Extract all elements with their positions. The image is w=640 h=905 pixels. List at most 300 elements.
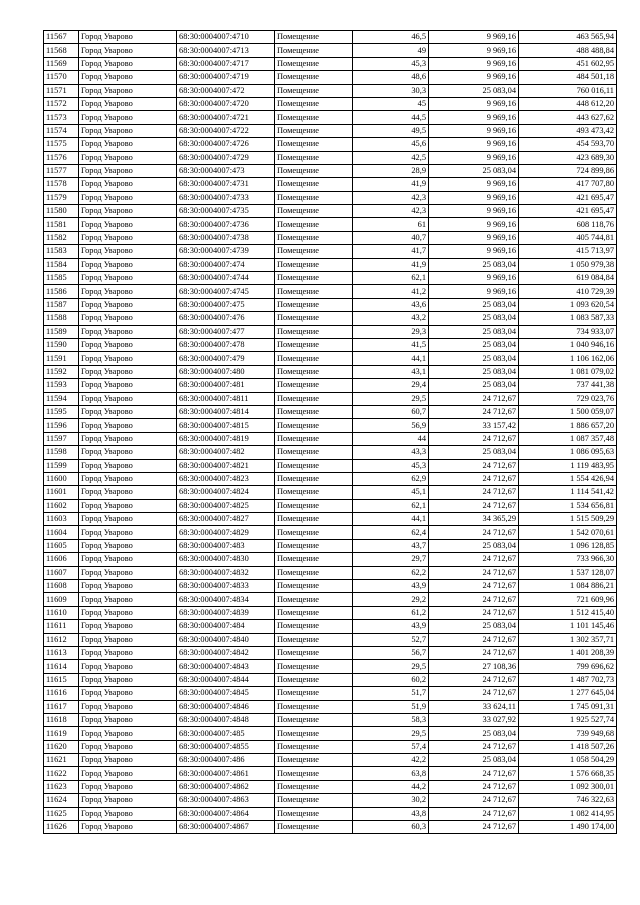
- cadastral-number-cell: 68:30:0004007:4736: [177, 218, 275, 231]
- cadastral-value-cell: 1 886 657,20: [519, 419, 617, 432]
- object-type-cell: Помещение: [275, 138, 353, 151]
- row-number-cell: 11576: [44, 151, 79, 164]
- cadastral-value-cell: 1 050 979,38: [519, 258, 617, 271]
- cadastral-value-cell: 739 949,68: [519, 727, 617, 740]
- row-number-cell: 11619: [44, 727, 79, 740]
- row-number-cell: 11622: [44, 767, 79, 780]
- row-number-cell: 11609: [44, 593, 79, 606]
- table-row: [44, 365, 617, 378]
- municipality-cell: Город Уварово: [79, 205, 177, 218]
- table-row: [44, 499, 617, 512]
- municipality-cell: Город Уварово: [79, 660, 177, 673]
- row-number-cell: 11596: [44, 419, 79, 432]
- unit-value-cell: 24 712,67: [429, 633, 519, 646]
- municipality-cell: Город Уварово: [79, 700, 177, 713]
- row-number-cell: 11606: [44, 553, 79, 566]
- table-row: [44, 392, 617, 405]
- area-cell: 63,8: [353, 767, 429, 780]
- row-number-cell: 11605: [44, 539, 79, 552]
- cadastral-number-cell: 68:30:0004007:4843: [177, 660, 275, 673]
- cadastral-number-cell: 68:30:0004007:4844: [177, 673, 275, 686]
- cadastral-number-cell: 68:30:0004007:4814: [177, 405, 275, 418]
- municipality-cell: Город Уварово: [79, 272, 177, 285]
- municipality-cell: Город Уварово: [79, 687, 177, 700]
- unit-value-cell: 24 712,67: [429, 767, 519, 780]
- row-number-cell: 11571: [44, 84, 79, 97]
- cadastral-value-cell: 1 576 668,35: [519, 767, 617, 780]
- unit-value-cell: 24 712,67: [429, 566, 519, 579]
- object-type-cell: Помещение: [275, 338, 353, 351]
- table-row: [44, 566, 617, 579]
- cadastral-value-cell: 721 609,96: [519, 593, 617, 606]
- cadastral-value-cell: 1 418 507,26: [519, 740, 617, 753]
- table-row: [44, 178, 617, 191]
- municipality-cell: Город Уварово: [79, 620, 177, 633]
- object-type-cell: Помещение: [275, 298, 353, 311]
- object-type-cell: Помещение: [275, 325, 353, 338]
- cadastral-value-cell: 1 554 426,94: [519, 472, 617, 485]
- table-row: [44, 258, 617, 271]
- unit-value-cell: 25 083,04: [429, 298, 519, 311]
- cadastral-value-cell: 488 488,84: [519, 44, 617, 57]
- area-cell: 45,3: [353, 57, 429, 70]
- area-cell: 43,1: [353, 365, 429, 378]
- unit-value-cell: 9 969,16: [429, 205, 519, 218]
- cadastral-value-cell: 484 501,18: [519, 71, 617, 84]
- table-row: [44, 620, 617, 633]
- unit-value-cell: 34 365,29: [429, 513, 519, 526]
- table-row: [44, 71, 617, 84]
- table-row: [44, 687, 617, 700]
- cadastral-value-cell: 1 106 162,06: [519, 352, 617, 365]
- row-number-cell: 11623: [44, 780, 79, 793]
- cadastral-number-cell: 68:30:0004007:4824: [177, 486, 275, 499]
- cadastral-number-cell: 68:30:0004007:479: [177, 352, 275, 365]
- object-type-cell: Помещение: [275, 352, 353, 365]
- municipality-cell: Город Уварово: [79, 312, 177, 325]
- area-cell: 29,5: [353, 727, 429, 740]
- cadastral-number-cell: 68:30:0004007:4845: [177, 687, 275, 700]
- object-type-cell: Помещение: [275, 178, 353, 191]
- unit-value-cell: 25 083,04: [429, 325, 519, 338]
- row-number-cell: 11626: [44, 821, 79, 834]
- cadastral-number-cell: 68:30:0004007:4827: [177, 513, 275, 526]
- municipality-cell: Город Уварово: [79, 740, 177, 753]
- area-cell: 41,9: [353, 178, 429, 191]
- object-type-cell: Помещение: [275, 606, 353, 619]
- unit-value-cell: 9 969,16: [429, 138, 519, 151]
- unit-value-cell: 25 083,04: [429, 754, 519, 767]
- cadastral-value-cell: 1 401 208,39: [519, 646, 617, 659]
- cadastral-number-cell: 68:30:0004007:482: [177, 446, 275, 459]
- area-cell: 52,7: [353, 633, 429, 646]
- table-row: [44, 593, 617, 606]
- object-type-cell: Помещение: [275, 580, 353, 593]
- municipality-cell: Город Уварово: [79, 44, 177, 57]
- row-number-cell: 11621: [44, 754, 79, 767]
- cadastral-number-cell: 68:30:0004007:4842: [177, 646, 275, 659]
- cadastral-value-cell: 1 515 509,29: [519, 513, 617, 526]
- cadastral-number-cell: 68:30:0004007:473: [177, 164, 275, 177]
- area-cell: 29,7: [353, 553, 429, 566]
- cadastral-number-cell: 68:30:0004007:4863: [177, 794, 275, 807]
- row-number-cell: 11625: [44, 807, 79, 820]
- area-cell: 29,3: [353, 325, 429, 338]
- unit-value-cell: 9 969,16: [429, 31, 519, 44]
- municipality-cell: Город Уварово: [79, 486, 177, 499]
- unit-value-cell: 25 083,04: [429, 727, 519, 740]
- municipality-cell: Город Уварово: [79, 231, 177, 244]
- table-row: [44, 31, 617, 44]
- table-row: [44, 459, 617, 472]
- table-body: [44, 31, 617, 834]
- area-cell: 41,9: [353, 258, 429, 271]
- area-cell: 44,1: [353, 352, 429, 365]
- unit-value-cell: 9 969,16: [429, 272, 519, 285]
- cadastral-number-cell: 68:30:0004007:4848: [177, 713, 275, 726]
- municipality-cell: Город Уварово: [79, 646, 177, 659]
- unit-value-cell: 25 083,04: [429, 365, 519, 378]
- object-type-cell: Помещение: [275, 821, 353, 834]
- cadastral-number-cell: 68:30:0004007:485: [177, 727, 275, 740]
- row-number-cell: 11618: [44, 713, 79, 726]
- municipality-cell: Город Уварово: [79, 472, 177, 485]
- area-cell: 43,8: [353, 807, 429, 820]
- cadastral-number-cell: 68:30:0004007:4744: [177, 272, 275, 285]
- row-number-cell: 11568: [44, 44, 79, 57]
- area-cell: 43,7: [353, 539, 429, 552]
- municipality-cell: Город Уварово: [79, 566, 177, 579]
- cadastral-value-cell: 405 744,81: [519, 231, 617, 244]
- table-row: [44, 245, 617, 258]
- object-type-cell: Помещение: [275, 57, 353, 70]
- object-type-cell: Помещение: [275, 419, 353, 432]
- cadastral-value-cell: 493 473,42: [519, 124, 617, 137]
- cadastral-value-cell: 448 612,20: [519, 97, 617, 110]
- object-type-cell: Помещение: [275, 218, 353, 231]
- object-type-cell: Помещение: [275, 807, 353, 820]
- municipality-cell: Город Уварово: [79, 84, 177, 97]
- row-number-cell: 11603: [44, 513, 79, 526]
- row-number-cell: 11587: [44, 298, 79, 311]
- unit-value-cell: 9 969,16: [429, 245, 519, 258]
- cadastral-number-cell: 68:30:0004007:4721: [177, 111, 275, 124]
- row-number-cell: 11590: [44, 338, 79, 351]
- table-row: [44, 513, 617, 526]
- row-number-cell: 11617: [44, 700, 79, 713]
- row-number-cell: 11612: [44, 633, 79, 646]
- row-number-cell: 11595: [44, 405, 79, 418]
- unit-value-cell: 24 712,67: [429, 405, 519, 418]
- cadastral-value-cell: 1 092 300,01: [519, 780, 617, 793]
- cadastral-value-cell: 1 500 059,07: [519, 405, 617, 418]
- row-number-cell: 11608: [44, 580, 79, 593]
- row-number-cell: 11570: [44, 71, 79, 84]
- unit-value-cell: 24 712,67: [429, 526, 519, 539]
- unit-value-cell: 9 969,16: [429, 111, 519, 124]
- cadastral-value-cell: 1 058 504,29: [519, 754, 617, 767]
- cadastral-value-cell: 619 084,84: [519, 272, 617, 285]
- municipality-cell: Город Уварово: [79, 713, 177, 726]
- object-type-cell: Помещение: [275, 687, 353, 700]
- cadastral-value-cell: 1 093 620,54: [519, 298, 617, 311]
- cadastral-number-cell: 68:30:0004007:475: [177, 298, 275, 311]
- row-number-cell: 11588: [44, 312, 79, 325]
- municipality-cell: Город Уварово: [79, 97, 177, 110]
- unit-value-cell: 9 969,16: [429, 178, 519, 191]
- area-cell: 57,4: [353, 740, 429, 753]
- area-cell: 42,3: [353, 205, 429, 218]
- unit-value-cell: 24 712,67: [429, 740, 519, 753]
- unit-value-cell: 9 969,16: [429, 97, 519, 110]
- area-cell: 62,9: [353, 472, 429, 485]
- object-type-cell: Помещение: [275, 486, 353, 499]
- municipality-cell: Город Уварово: [79, 178, 177, 191]
- row-number-cell: 11615: [44, 673, 79, 686]
- object-type-cell: Помещение: [275, 392, 353, 405]
- cadastral-value-cell: 417 707,80: [519, 178, 617, 191]
- object-type-cell: Помещение: [275, 472, 353, 485]
- cadastral-number-cell: 68:30:0004007:4861: [177, 767, 275, 780]
- unit-value-cell: 9 969,16: [429, 124, 519, 137]
- cadastral-value-cell: 1 512 415,40: [519, 606, 617, 619]
- unit-value-cell: 24 712,67: [429, 794, 519, 807]
- row-number-cell: 11614: [44, 660, 79, 673]
- municipality-cell: Город Уварово: [79, 338, 177, 351]
- table-row: [44, 807, 617, 820]
- row-number-cell: 11602: [44, 499, 79, 512]
- municipality-cell: Город Уварово: [79, 57, 177, 70]
- area-cell: 29,5: [353, 392, 429, 405]
- cadastral-number-cell: 68:30:0004007:4717: [177, 57, 275, 70]
- unit-value-cell: 24 712,67: [429, 673, 519, 686]
- object-type-cell: Помещение: [275, 673, 353, 686]
- municipality-cell: Город Уварово: [79, 780, 177, 793]
- cadastral-number-cell: 68:30:0004007:4710: [177, 31, 275, 44]
- area-cell: 42,5: [353, 151, 429, 164]
- cadastral-number-cell: 68:30:0004007:4829: [177, 526, 275, 539]
- municipality-cell: Город Уварово: [79, 633, 177, 646]
- row-number-cell: 11583: [44, 245, 79, 258]
- table-row: [44, 646, 617, 659]
- municipality-cell: Город Уварово: [79, 285, 177, 298]
- row-number-cell: 11580: [44, 205, 79, 218]
- object-type-cell: Помещение: [275, 794, 353, 807]
- object-type-cell: Помещение: [275, 432, 353, 445]
- unit-value-cell: 25 083,04: [429, 620, 519, 633]
- unit-value-cell: 24 712,67: [429, 687, 519, 700]
- object-type-cell: Помещение: [275, 566, 353, 579]
- table-row: [44, 151, 617, 164]
- row-number-cell: 11592: [44, 365, 79, 378]
- table-row: [44, 700, 617, 713]
- row-number-cell: 11577: [44, 164, 79, 177]
- unit-value-cell: 24 712,67: [429, 392, 519, 405]
- table-row: [44, 754, 617, 767]
- area-cell: 62,2: [353, 566, 429, 579]
- cadastral-value-cell: 423 689,30: [519, 151, 617, 164]
- cadastral-number-cell: 68:30:0004007:4739: [177, 245, 275, 258]
- unit-value-cell: 24 712,67: [429, 593, 519, 606]
- unit-value-cell: 9 969,16: [429, 44, 519, 57]
- municipality-cell: Город Уварово: [79, 325, 177, 338]
- unit-value-cell: 24 712,67: [429, 821, 519, 834]
- cadastral-number-cell: 68:30:0004007:474: [177, 258, 275, 271]
- area-cell: 29,5: [353, 660, 429, 673]
- area-cell: 49: [353, 44, 429, 57]
- cadastral-value-cell: 1 490 174,00: [519, 821, 617, 834]
- unit-value-cell: 24 712,67: [429, 459, 519, 472]
- cadastral-number-cell: 68:30:0004007:4733: [177, 191, 275, 204]
- cadastral-number-cell: 68:30:0004007:4722: [177, 124, 275, 137]
- object-type-cell: Помещение: [275, 84, 353, 97]
- row-number-cell: 11601: [44, 486, 79, 499]
- table-row: [44, 191, 617, 204]
- row-number-cell: 11593: [44, 379, 79, 392]
- area-cell: 44,2: [353, 780, 429, 793]
- row-number-cell: 11585: [44, 272, 79, 285]
- cadastral-number-cell: 68:30:0004007:4811: [177, 392, 275, 405]
- data-table: [43, 30, 617, 834]
- row-number-cell: 11607: [44, 566, 79, 579]
- municipality-cell: Город Уварово: [79, 526, 177, 539]
- municipality-cell: Город Уварово: [79, 673, 177, 686]
- unit-value-cell: 25 083,04: [429, 338, 519, 351]
- unit-value-cell: 27 108,36: [429, 660, 519, 673]
- cadastral-number-cell: 68:30:0004007:4823: [177, 472, 275, 485]
- row-number-cell: 11584: [44, 258, 79, 271]
- cadastral-number-cell: 68:30:0004007:472: [177, 84, 275, 97]
- object-type-cell: Помещение: [275, 258, 353, 271]
- area-cell: 41,2: [353, 285, 429, 298]
- unit-value-cell: 24 712,67: [429, 780, 519, 793]
- cadastral-number-cell: 68:30:0004007:4832: [177, 566, 275, 579]
- table-row: [44, 285, 617, 298]
- cadastral-number-cell: 68:30:0004007:4720: [177, 97, 275, 110]
- municipality-cell: Город Уварово: [79, 446, 177, 459]
- municipality-cell: Город Уварово: [79, 513, 177, 526]
- object-type-cell: Помещение: [275, 205, 353, 218]
- unit-value-cell: 25 083,04: [429, 446, 519, 459]
- cadastral-number-cell: 68:30:0004007:478: [177, 338, 275, 351]
- cadastral-number-cell: 68:30:0004007:4735: [177, 205, 275, 218]
- object-type-cell: Помещение: [275, 272, 353, 285]
- area-cell: 43,2: [353, 312, 429, 325]
- cadastral-number-cell: 68:30:0004007:480: [177, 365, 275, 378]
- object-type-cell: Помещение: [275, 365, 353, 378]
- unit-value-cell: 25 083,04: [429, 379, 519, 392]
- cadastral-value-cell: 1 083 587,33: [519, 312, 617, 325]
- object-type-cell: Помещение: [275, 713, 353, 726]
- row-number-cell: 11567: [44, 31, 79, 44]
- object-type-cell: Помещение: [275, 700, 353, 713]
- table-row: [44, 539, 617, 552]
- cadastral-number-cell: 68:30:0004007:4726: [177, 138, 275, 151]
- cadastral-number-cell: 68:30:0004007:4821: [177, 459, 275, 472]
- row-number-cell: 11613: [44, 646, 79, 659]
- municipality-cell: Город Уварово: [79, 218, 177, 231]
- area-cell: 49,5: [353, 124, 429, 137]
- object-type-cell: Помещение: [275, 754, 353, 767]
- table-row: [44, 124, 617, 137]
- unit-value-cell: 24 712,67: [429, 432, 519, 445]
- row-number-cell: 11599: [44, 459, 79, 472]
- cadastral-value-cell: 733 966,30: [519, 553, 617, 566]
- object-type-cell: Помещение: [275, 526, 353, 539]
- cadastral-value-cell: 724 899,86: [519, 164, 617, 177]
- municipality-cell: Город Уварово: [79, 365, 177, 378]
- table-row: [44, 84, 617, 97]
- area-cell: 51,7: [353, 687, 429, 700]
- cadastral-value-cell: 1 087 357,48: [519, 432, 617, 445]
- cadastral-value-cell: 760 016,11: [519, 84, 617, 97]
- row-number-cell: 11578: [44, 178, 79, 191]
- cadastral-number-cell: 68:30:0004007:4729: [177, 151, 275, 164]
- cadastral-value-cell: 1 086 095,63: [519, 446, 617, 459]
- row-number-cell: 11610: [44, 606, 79, 619]
- cadastral-number-cell: 68:30:0004007:4862: [177, 780, 275, 793]
- table-row: [44, 231, 617, 244]
- cadastral-number-cell: 68:30:0004007:4855: [177, 740, 275, 753]
- object-type-cell: Помещение: [275, 31, 353, 44]
- object-type-cell: Помещение: [275, 646, 353, 659]
- municipality-cell: Город Уварово: [79, 499, 177, 512]
- row-number-cell: 11600: [44, 472, 79, 485]
- unit-value-cell: 24 712,67: [429, 472, 519, 485]
- cadastral-number-cell: 68:30:0004007:4819: [177, 432, 275, 445]
- cadastral-value-cell: 1 925 527,74: [519, 713, 617, 726]
- unit-value-cell: 24 712,67: [429, 606, 519, 619]
- unit-value-cell: 33 157,42: [429, 419, 519, 432]
- area-cell: 41,7: [353, 245, 429, 258]
- municipality-cell: Город Уварово: [79, 807, 177, 820]
- row-number-cell: 11598: [44, 446, 79, 459]
- row-number-cell: 11569: [44, 57, 79, 70]
- area-cell: 43,9: [353, 580, 429, 593]
- object-type-cell: Помещение: [275, 405, 353, 418]
- row-number-cell: 11573: [44, 111, 79, 124]
- row-number-cell: 11620: [44, 740, 79, 753]
- object-type-cell: Помещение: [275, 285, 353, 298]
- unit-value-cell: 9 969,16: [429, 285, 519, 298]
- unit-value-cell: 24 712,67: [429, 499, 519, 512]
- area-cell: 51,9: [353, 700, 429, 713]
- unit-value-cell: 24 712,67: [429, 646, 519, 659]
- object-type-cell: Помещение: [275, 446, 353, 459]
- cadastral-number-cell: 68:30:0004007:4719: [177, 71, 275, 84]
- table-row: [44, 526, 617, 539]
- cadastral-value-cell: 1 114 541,42: [519, 486, 617, 499]
- cadastral-value-cell: 1 302 357,71: [519, 633, 617, 646]
- table-row: [44, 727, 617, 740]
- cadastral-value-cell: 746 322,63: [519, 794, 617, 807]
- area-cell: 56,7: [353, 646, 429, 659]
- area-cell: 41,5: [353, 338, 429, 351]
- cadastral-value-cell: 729 023,76: [519, 392, 617, 405]
- cadastral-number-cell: 68:30:0004007:4830: [177, 553, 275, 566]
- area-cell: 46,5: [353, 31, 429, 44]
- table-row: [44, 44, 617, 57]
- row-number-cell: 11624: [44, 794, 79, 807]
- area-cell: 44,1: [353, 513, 429, 526]
- table-row: [44, 379, 617, 392]
- object-type-cell: Помещение: [275, 379, 353, 392]
- object-type-cell: Помещение: [275, 727, 353, 740]
- unit-value-cell: 9 969,16: [429, 218, 519, 231]
- municipality-cell: Город Уварово: [79, 298, 177, 311]
- table-row: [44, 57, 617, 70]
- area-cell: 62,4: [353, 526, 429, 539]
